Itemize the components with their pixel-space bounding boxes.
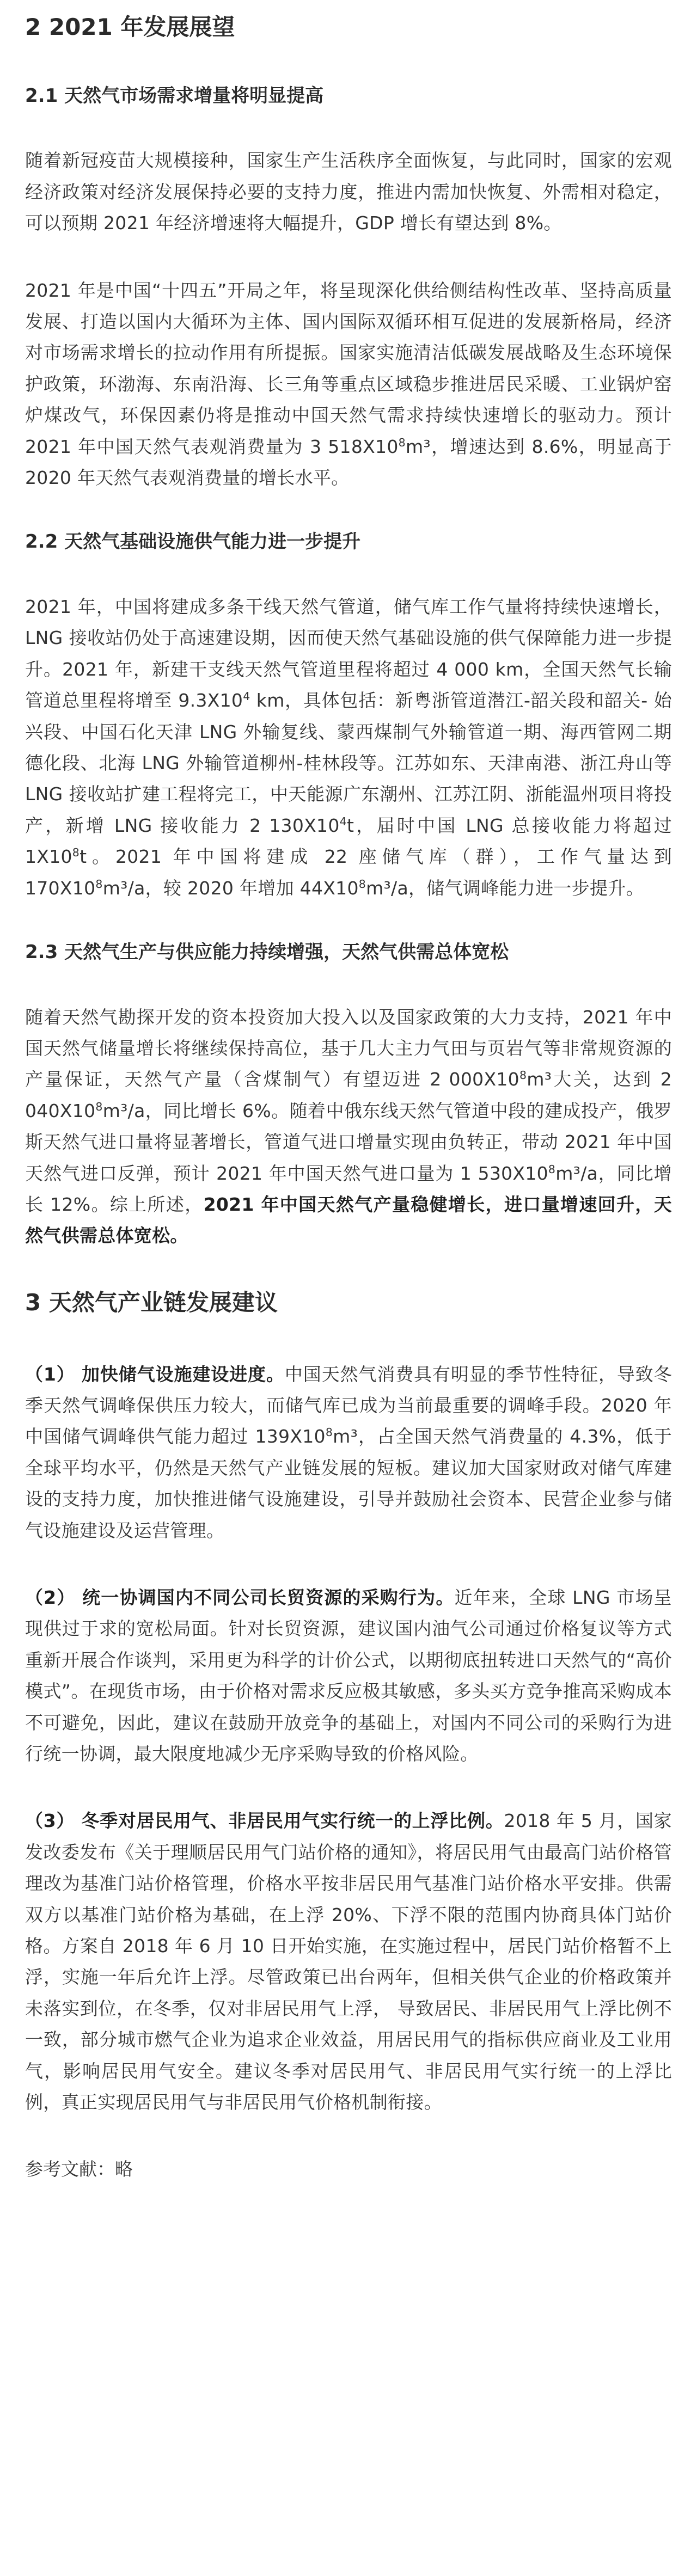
section-2-3-paragraph-1 [25,1002,672,1252]
superscript: 8 [95,877,103,891]
text-run: m³/a，同比增长 6%。随着中俄东线天然气管道中段的建成投产，俄罗斯天然气进口量将显著增长，管道气进口增量实现由负转正，带动 2021 年中国天然气进口反弹，预计 2021 年中国天然气进口量为 1 530X10 [25,1100,672,1184]
superscript: 8 [325,1426,333,1439]
text-run: 中国天然气消费具有明显的季节性特征，导致冬季天然气调峰保供压力较大，而储气库已成为当前最重要的调峰手段。2020 年中国储气调峰供气能力超过 139X10 [25,1363,672,1448]
text-run: m³/a，同比增长 12%。综上所述， [25,1162,672,1216]
recommendation-2 [25,1582,672,1769]
section-2-3-heading: 2.3 天然气生产与供应能力持续增强，天然气供需总体宽松 [25,941,509,963]
superscript: 8 [72,846,80,860]
recommendation-1 [25,1359,672,1546]
superscript: 8 [398,436,406,449]
text-run: t，届时中国 LNG 总接收能力将超过 1X10 [25,814,672,868]
text-run: m³/a，较 2020 年增加 44X10 [102,877,359,899]
section-3-heading: 3 天然气产业链发展建议 [25,1289,278,1316]
section-2-1-heading: 2.1 天然气市场需求增量将明显提高 [25,84,324,107]
recommendation-3 [25,1805,672,2118]
recommendation-1-lead: （1） 加快储气设施建设进度。 [25,1363,285,1385]
text-run: 2021 年是中国“十四五”开局之年，将呈现深化供给侧结构性改革、坚持高质量发展、打造以国内大循环为主体、国内国际双循环相互促进的发展新格局，经济对市场需求增长的拉动作用有所提振。国家实施清洁低碳发展战略及生态环境保护政策，环渤海、东南沿海、长三角等重点区域稳步推进居民采暖、工业锅炉窑炉煤改气，环保因素仍将是推动中国天然气需求持续快速增长的驱动力。预计 2021 年中国天然气表观消费量为 3 518X10 [25,279,672,457]
text-run: m³，增速达到 8.6%，明显高于 2020 年天然气表观消费量的增长水平。 [25,436,672,488]
superscript: 8 [358,877,366,891]
superscript: 8 [519,1069,527,1082]
recommendation-2-lead: （2） 统一协调国内不同公司长贸资源的采购行为。 [25,1586,455,1608]
section-2-heading: 2 2021 年发展展望 [25,14,235,40]
text-run: km，具体包括：新粤浙管道潜江-韶关段和韶关- 始兴段、中国石化天津 LNG 外输复线、蒙西煤制气外输管道一期、海西管网二期德化段、北海 LNG 外输管道柳州-桂林段等。江苏如东、天津南港、浙江舟山等 LNG 接收站扩建工程将完工，中天能源广东潮州、江苏江阴、浙能温州项目将投产，新增 LNG 接收能力 2 130X10 [25,690,672,836]
section-2-2-heading: 2.2 天然气基础设施供气能力进一步提升 [25,531,361,553]
superscript: 8 [548,1162,556,1176]
text-run: t。2021 年中国将建成 22 座储气库（群），工作气量达到 170X10 [25,846,672,899]
text-run: 随着天然气勘探开发的资本投资加大投入以及国家政策的大力支持，2021 年中国天然气储量增长将继续保持高位，基于几大主力气田与页岩气等非常规资源的产量保证，天然气产量（含煤制气）有望迈进 2 000X10 [25,1006,672,1090]
text-run: 2018 年 5 月，国家发改委发布《关于理顺居民用气门站价格的通知》，将居民用气由最高门站价格管理改为基准门站价格管理，价格水平按非居民用气基准门站价格水平安排。供需双方以基准门站价格为基础，在上浮 20%、下浮不限的范围内协商具体门站价格。方案自 2018 年 6 月 10 日开始实施，在实施过程中，居民门站价格暂不上浮，实施一年后允许上浮。尽管政策已出台两年，但相关供气企业的价格政策并未落实到位，在冬季，仅对非居民用气上浮， 导致居民、非居民用气上浮比例不一致，部分城市燃气企业为追求企业效益，用居民用气的指标供应商业及工业用气，影响居民用气安全。建议冬季对居民用气、非居民用气实行统一的上浮比例，真正实现居民用气与非居民用气价格机制衔接。 [25,1810,672,2113]
text-run: m³大关，达到 2 040X10 [25,1069,672,1121]
text-run: 2021 年，中国将建成多条干线天然气管道，储气库工作气量将持续快速增长，LNG 接收站仍处于高速建设期，因而使天然气基础设施的供气保障能力进一步提升。2021 年，新建干支线天然气管道里程将超过 4 000 km，全国天然气长输管道总里程将增至 9.3X10 [25,596,672,712]
section-2-2-paragraph-1 [25,591,672,904]
superscript: 4 [243,690,250,703]
section-2-1-paragraph-2 [25,275,672,494]
superscript: 4 [339,814,347,828]
section-2-1-paragraph-1: 随着新冠疫苗大规模接种，国家生产生活秩序全面恢复，与此同时，国家的宏观经济政策对经济发展保持必要的支持力度，推进内需加快恢复、外需相对稳定，可以预期 2021 年经济增速将大幅提升，GDP 增长有望达到 8%。 [25,150,672,234]
recommendation-3-lead: （3） 冬季对居民用气、非居民用气实行统一的上浮比例。 [25,1810,504,1832]
bold-conclusion: 2021 年中国天然气产量稳健增长，进口量增速回升，天然气供需总体宽松。 [25,1194,672,1247]
text-run: 近年来，全球 LNG 市场呈现供过于求的宽松局面。针对长贸资源，建议国内油气公司通过价格复议等方式重新开展合作谈判，采用更为科学的计价公式，以期彻底扭转进口天然气的“高价模式”。在现货市场，由于价格对需求反应极其敏感，多头买方竞争推高采购成本不可避免，因此，建议在鼓励开放竞争的基础上，对国内不同公司的采购行为进行统一协调，最大限度地减少无序采购导致的价格风险。 [25,1586,672,1764]
superscript: 8 [95,1100,103,1113]
references-note: 参考文献：略 [25,2158,133,2180]
text-run: m³/a，储气调峰能力进一步提升。 [366,877,644,899]
text-run: m³，占全国天然气消费量的 4.3%，低于全球平均水平，仍然是天然气产业链发展的短板。建议加大国家财政对储气库建设的支持力度，加快推进储气设施建设，引导并鼓励社会资本、民营企业参与储气设施建设及运营管理。 [25,1426,672,1541]
